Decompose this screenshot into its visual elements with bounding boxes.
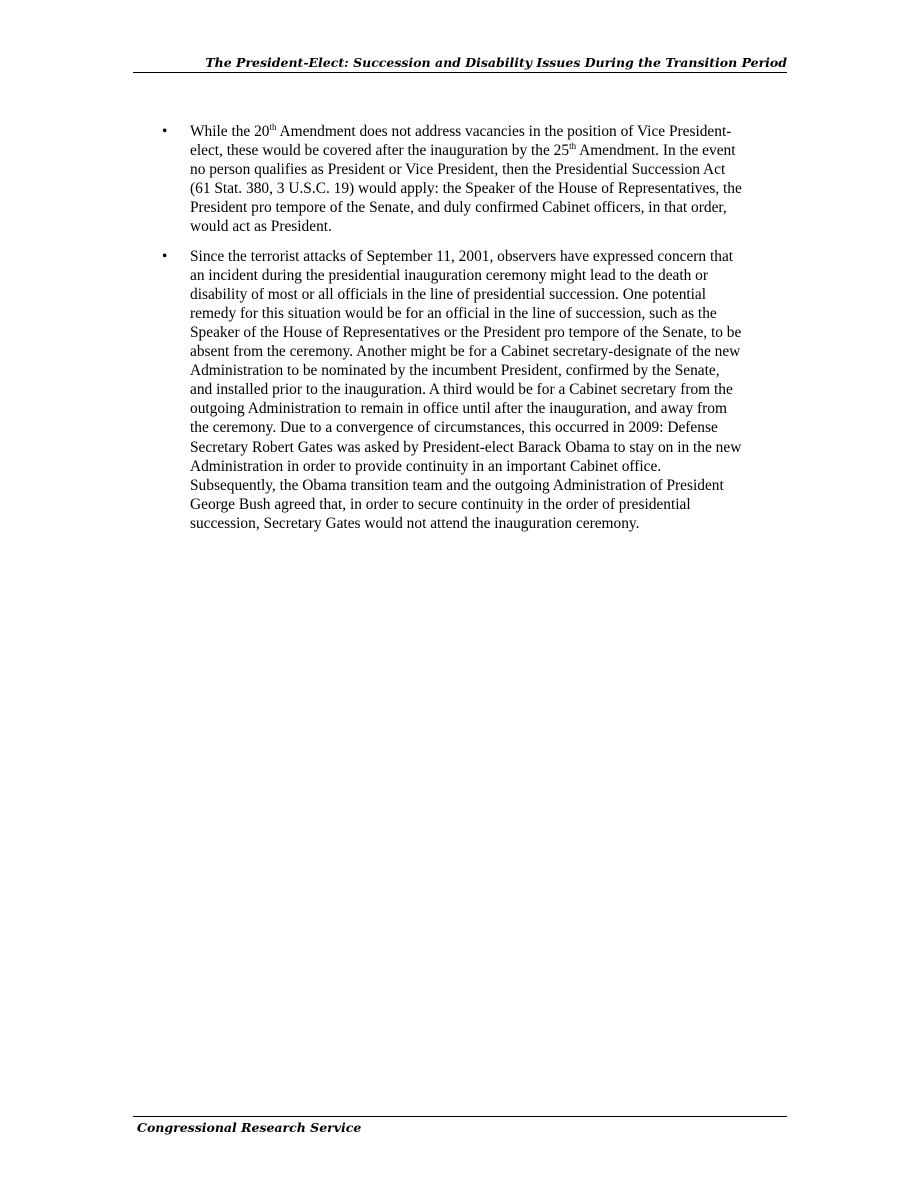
running-footer: Congressional Research Service <box>137 1120 362 1135</box>
bullet-icon: • <box>162 123 168 140</box>
bullet-icon: • <box>162 247 168 265</box>
bullet-item-inauguration-ceremony <box>162 247 742 533</box>
bullet-list <box>162 122 742 543</box>
ordinal-superscript: th <box>269 122 277 132</box>
bullet-text: Since the terrorist attacks of September 11, 2001, observers have expressed concern that an incident during the presidential inauguration ceremony might lead to the death or disability of most or all officials in the line of presidential succession. One potential remedy for this situation would be for an official in the line of succession, such as the Speaker of the House of Representatives or the President pro tempore of the Senate, to be absent from the ceremony. Another might be for a Cabinet secretary-designate of the new Administration to be nominated by the incumbent President, confirmed by the Senate, and installed prior to the inauguration. A third would be for a Cabinet secretary from the outgoing Administration to remain in office until after the inauguration, and away from the ceremony. Due to a convergence of circumstances, this occurred in 2009: Defense Secretary Robert Gates was asked by President-elect Barack Obama to stay on in the new Administration in order to provide continuity in an important Cabinet office. Subsequently, the Obama transition team and the outgoing Administration of President George Bush agreed that, in order to secure continuity in the order of presidential succession, Secretary Gates would not attend the inauguration ceremony. <box>190 247 742 532</box>
running-header: The President-Elect: Succession and Disability Issues During the Transition Period <box>205 55 787 70</box>
footer-rule <box>133 1116 787 1117</box>
bullet-item-vice-president-elect <box>162 122 742 237</box>
text-segment: While the 20 <box>190 123 270 140</box>
header-rule <box>133 72 787 73</box>
bullet-text <box>190 122 742 237</box>
text-segment: Amendment does not address vacancies in the position of Vice President-elect, these would be covered after the inauguration by the 25 <box>190 123 732 160</box>
text-segment: Amendment. In the event no person qualifies as President or Vice President, then the Presidential Succession Act (61 Stat. 380, 3 U.S.C. 19) would apply: the Speaker of the House of Representatives, the President pro tempore of the Senate, and duly confirmed Cabinet officers, in that order, would act as President. <box>190 142 742 236</box>
ordinal-superscript: th <box>569 141 577 152</box>
